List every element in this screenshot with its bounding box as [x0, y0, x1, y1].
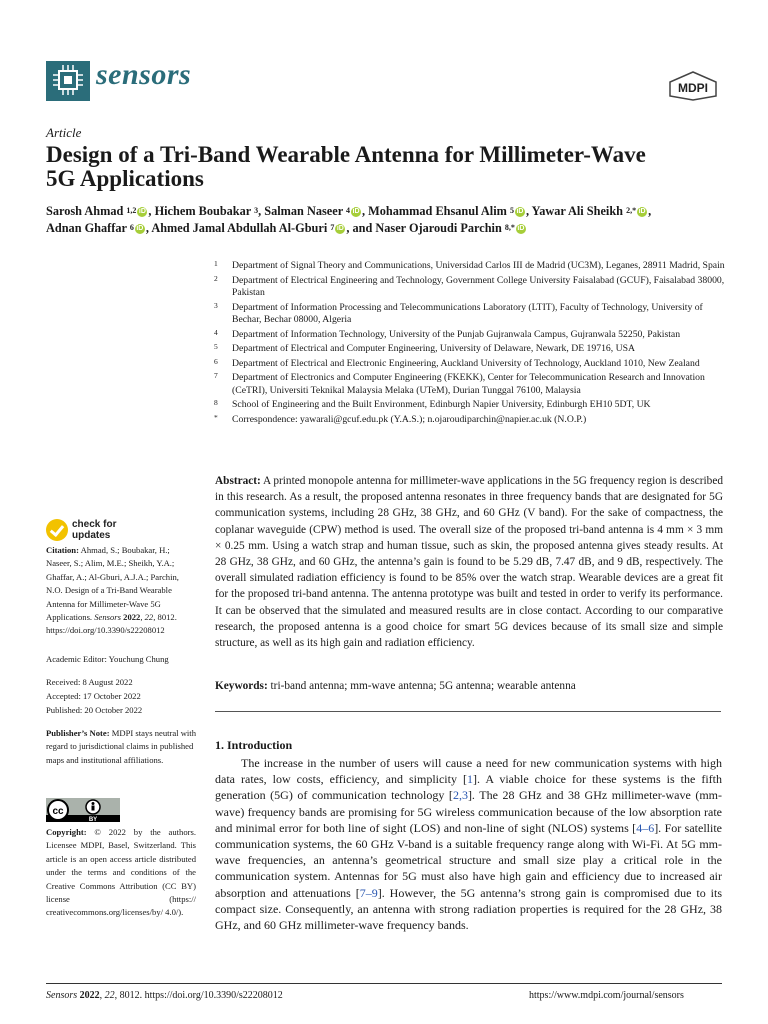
note-text: MDPI stays neutral with regard to jurisdictional claims in published maps and institutional affiliations. [46, 728, 196, 765]
article-type: Article [46, 125, 82, 140]
citation-label: Citation: [46, 545, 79, 555]
affiliation-text: Department of Electrical and Electronic Engineering, Auckland University of Technology, Auckland 1010, New Zealand [232, 357, 700, 369]
citation-block: Citation: Ahmad, S.; Boubakar, H.; Naseer, S.; Alim, M.E.; Sheikh, Y.A.; Ghaffar, A.; Al-Gburi, A.J.A.; Parchin, N.O. Design of a Tri-Band Wearable Antenna for Millimeter-Wave 5G Applications. Sensors 2022, 22, 8012. https://doi.org/10.3390/s22208012 [46, 545, 179, 636]
author-separator: , [258, 204, 265, 218]
affiliation-text: School of Engineering and the Built Environment, Edinburgh Napier University, Edinburgh EH10 5DT, UK [232, 399, 651, 410]
footer-citation: Sensors 2022, 22, 8012. https://doi.org/10.3390/s22208012 [46, 990, 283, 1001]
footer-divider [46, 983, 722, 984]
citation-year: 2022 [123, 612, 141, 623]
affiliation-text: Department of Electrical Engineering and Technology, Government College University Faisalabad (GCUF), Faisalabad 38000, Pakistan [232, 274, 725, 298]
author-affiliation-sup: 5 [509, 206, 514, 215]
copyright-label: Copyright: [46, 827, 87, 837]
author-separator: , [648, 204, 652, 218]
check-for-updates-button[interactable] [46, 519, 166, 543]
abstract [215, 473, 723, 651]
affiliation-item [210, 302, 730, 327]
abstract-text: A printed monopole antenna for millimeter-wave applications in the 5G frequency region is described in this research. As a result, the proposed antenna resonates in three frequency bands that are designated for 5G communication systems, including 28 GHz, 38 GHz, and 60 GHz (V band). For the sake of compactness, the coplanar waveguide (CPW) method is used. The overall size of the proposed tri-band antenna is 4 mm × 3 mm × 0.25 mm. Using a watch strap and human tissue, such as skin, the proposed antenna gives steady results. At 28 GHz, 38 GHz, and 60 GHz, the antenna’s gain is found to be 5.29 dB, 7.47 dB, and 9 dB, respectively. The overall simulated radiation efficiency is found to be 85% over the watch strap. Wearable devices are a great fit for the proposed tri-band antenna. The antenna prototype was built and tested in order to verify its performance. It can be observed that the simulated and measured results are in close contact. According to our comparative research, the proposed antenna is a good choice for smart 5G devices because of its small size and simple structure, as well as its high gain and radiation efficiency. [215, 475, 723, 650]
svg-text:cc: cc [52, 806, 64, 817]
affiliation-text: Department of Information Processing and Telecommunications Laboratory (LTIT), Faculty of Technology, University of Bechar, Bechar 08000, Algeria [232, 301, 703, 325]
check-line: check for [72, 519, 117, 530]
affiliation-item [210, 343, 730, 356]
orcid-icon[interactable]: iD [336, 225, 344, 233]
affiliation-item [210, 260, 730, 273]
author-name: Sarosh Ahmad [46, 204, 127, 218]
keywords-text: tri-band antenna; mm-wave antenna; 5G antenna; wearable antenna [270, 680, 576, 692]
citation-journal: Sensors [94, 612, 121, 623]
orcid-icon[interactable]: iD [352, 208, 360, 216]
accepted-date: Accepted: 17 October 2022 [46, 691, 141, 701]
author-name: Yawar Ali Sheikh [531, 204, 627, 218]
intro-text: ]. However, the 5G antenna’s strong gain is compromised due to its compact size. Consequently, an antenna with strong radiation properties is required for the 28 GHz, 38 GHz, and 60 GHz millimeter-wave frequency bands. [215, 885, 722, 933]
affiliation-number: 4 [214, 327, 218, 337]
author-name: Adnan Ghaffar [46, 221, 130, 235]
section-heading: 1. Introduction [215, 738, 293, 752]
copyright-block [46, 826, 196, 920]
citation-link[interactable]: 2,3 [452, 788, 468, 803]
note-label: Publisher’s Note: [46, 728, 110, 738]
intro-paragraph [215, 755, 722, 933]
journal-name: sensors [96, 58, 192, 91]
author-affiliation-sup: 8,* [504, 223, 515, 232]
intro-text: The increase in the number of users will cause a need for new communication systems with high data rates, low costs, efficiency, and simplicity [ [215, 756, 722, 787]
author-name: Salman Naseer [264, 204, 347, 218]
author-affiliation-sup: 3 [254, 206, 259, 215]
footer-journal: Sensors [46, 990, 78, 1001]
affiliations [210, 260, 730, 428]
author-affiliation-sup: 4 [346, 206, 351, 215]
author-affiliation-sup: 2,* [626, 206, 637, 215]
publisher-note [46, 727, 196, 767]
footer-volume: 22 [104, 990, 115, 1001]
footer-year: 2022 [79, 990, 100, 1001]
footer-url[interactable]: https://www.mdpi.com/journal/sensors [529, 990, 684, 1001]
affiliation-number: 3 [214, 300, 218, 310]
author-separator: , [145, 221, 152, 235]
citation-link[interactable]: 7–9 [359, 885, 378, 900]
affiliation-text: Correspondence: yawarali@gcuf.edu.pk (Y.A.S.); n.ojaroudiparchin@napier.ac.uk (N.O.P.) [232, 413, 587, 425]
affiliation-number: * [214, 412, 218, 422]
citation-link[interactable]: 4–6 [636, 820, 655, 835]
affiliation-number: 8 [214, 398, 218, 407]
author-separator: , [525, 204, 532, 218]
author-separator: , [346, 221, 353, 235]
keywords [215, 679, 723, 694]
citation-volume: 22 [144, 612, 154, 623]
orcid-icon[interactable]: iD [517, 225, 525, 233]
abstract-label: Abstract: [215, 475, 261, 487]
intro-text: ]. The 28 GHz and 38 GHz millimeter-wave (mm-wave) frequency bands are promising for 5G wireless communication because of the low absorption rate and minimal error for both line of sight (LOS) and non-line of sight (NLOS) systems [ [215, 788, 722, 835]
check-line: updates [72, 530, 111, 541]
mdpi-logo-text: MDPI [678, 81, 708, 95]
affiliation-item [210, 399, 730, 412]
author-name: Ahmed Jamal Abdullah Al-Gburi [151, 221, 331, 235]
author-list [46, 203, 736, 237]
author-affiliation-sup: 7 [330, 223, 335, 232]
orcid-icon[interactable]: iD [136, 225, 144, 233]
author-affiliation-sup: 6 [129, 223, 134, 232]
author-separator: , [362, 204, 369, 218]
affiliation-number: 5 [214, 342, 218, 351]
mdpi-logo [668, 71, 718, 101]
copyright-text: © 2022 by the authors. Licensee MDPI, Basel, Switzerland. This article is an open access article distributed under the terms and conditions of the Creative Commons Attribution (CC BY) license (https:// creativecommons.org/licenses/by/ 4.0/). [46, 827, 196, 918]
intro-text: ]. A viable choice for these systems is the fifth generation (5G) of communication technology [ [215, 772, 722, 803]
author-name: Mohammad Ehsanul Alim [368, 204, 510, 218]
cc-by-license-icon[interactable] [46, 798, 120, 822]
footer-doi[interactable]: , 8012. https://doi.org/10.3390/s22208012 [114, 990, 283, 1001]
journal-logo-icon [46, 61, 90, 101]
affiliation-number: 7 [214, 371, 218, 380]
intro-body [215, 755, 722, 933]
paper-title [46, 143, 726, 191]
author-affiliation-sup: 1,2 [126, 206, 137, 215]
author-name: Hichem Boubakar [154, 204, 255, 218]
title-line: 5G Applications [46, 166, 204, 191]
academic-editor: Academic Editor: Youchung Chung [46, 654, 169, 664]
divider [215, 711, 721, 712]
affiliation-text: Department of Electrical and Computer Engineering, University of Delaware, Newark, DE 19716, USA [232, 343, 635, 354]
author-separator: , [148, 204, 155, 218]
orcid-icon[interactable]: iD [638, 208, 646, 216]
author-line-2 [46, 220, 736, 237]
intro-text: ]. For satellite communication systems, the 60 GHz V-band is a suitable frequency range along with Wi-Fi. At 5G mm-wave frequencies, an antenna’s geometrical structure and small size play a critical role in the communication system. Antennas for 5G must also have high gain and efficiency due to increased air absorption and attenuations [ [215, 820, 723, 900]
affiliation-text: Department of Information Technology, University of the Punjab Gujranwala Campus, Gujranwala 52250, Pakistan [232, 328, 681, 340]
check-updates-label [72, 519, 116, 541]
affiliation-item [210, 358, 730, 371]
affiliation-number: 6 [214, 356, 218, 366]
affiliation-number: 1 [214, 259, 218, 268]
affiliation-item [210, 414, 730, 427]
affiliation-text: Department of Electronics and Computer Engineering (FKEKK), Center for Telecommunication Research and Innovation (CeTRI), Universiti Teknikal Malaysia Melaka (UTeM), Durian Tunggal 76100, Malaysia [232, 372, 705, 396]
orcid-icon[interactable]: iD [516, 208, 524, 216]
citation-text: Ahmad, S.; Boubakar, H.; Naseer, S.; Alim, M.E.; Sheikh, Y.A.; Ghaffar, A.; Al-Gburi, A.J.A.; Parchin, N.O. Design of a Tri-Band Wearable Antenna for Millimeter-Wave 5G Applications. [46, 545, 179, 623]
published-date: Published: 20 October 2022 [46, 705, 143, 715]
affiliation-number: 2 [214, 273, 218, 283]
orcid-icon[interactable]: iD [138, 208, 146, 216]
affiliation-text: Department of Signal Theory and Communications, Universidad Carlos III de Madrid (UC3M), Leganes, 28911 Madrid, Spain [232, 260, 725, 271]
affiliation-item [210, 329, 730, 342]
received-date: Received: 8 August 2022 [46, 677, 133, 687]
author-line-1 [46, 203, 736, 220]
keywords-label: Keywords: [215, 680, 268, 692]
check-icon [46, 519, 68, 541]
affiliation-item [210, 372, 730, 397]
citation-pages: , 8012. https://doi.org/10.3390/s22208012 [46, 612, 177, 636]
author-name: and Naser Ojaroudi Parchin [352, 221, 505, 235]
cc-by-text: BY [88, 817, 98, 822]
affiliation-item [210, 275, 730, 300]
citation-link[interactable]: 1 [466, 772, 473, 787]
title-line: Design of a Tri-Band Wearable Antenna for Millimeter-Wave [46, 142, 646, 167]
